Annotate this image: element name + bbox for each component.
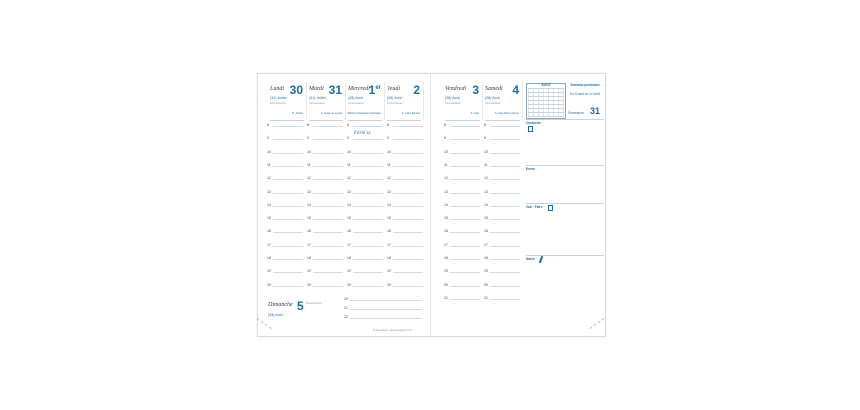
hour-line[interactable] bbox=[490, 232, 520, 233]
day-saint: St. Juliette bbox=[291, 112, 303, 115]
day-header-divider bbox=[270, 120, 304, 121]
next-week-range: Du 6 août au 12 août bbox=[570, 92, 600, 96]
day-number: 3 bbox=[472, 83, 479, 97]
side-label-notes: Notes bbox=[526, 257, 535, 261]
day-anniversaires: Anniversaires bbox=[485, 102, 501, 105]
hour-line[interactable] bbox=[353, 219, 383, 220]
hour-label: 15 bbox=[347, 216, 351, 221]
hour-label: 8 bbox=[347, 123, 349, 127]
day-header-divider bbox=[348, 120, 382, 121]
sunday-number: 5 bbox=[297, 299, 304, 313]
sunday-hour-line[interactable] bbox=[350, 318, 422, 319]
hour-label: 13 bbox=[444, 189, 448, 194]
hour-label: 17 bbox=[267, 242, 271, 247]
hour-label: 18 bbox=[347, 256, 351, 260]
hour-line[interactable] bbox=[393, 232, 423, 233]
hour-label: 15 bbox=[267, 216, 271, 221]
hour-line[interactable] bbox=[450, 139, 480, 140]
hour-line[interactable] bbox=[273, 179, 303, 180]
next-week-title: Semaine prochaine bbox=[570, 83, 600, 87]
hour-label: 16 bbox=[307, 229, 311, 234]
day-name: Vendredi bbox=[445, 86, 467, 92]
hour-line[interactable] bbox=[353, 286, 383, 287]
hour-label: 15 bbox=[484, 216, 488, 221]
hour-label: 9 bbox=[387, 136, 389, 141]
hour-label: 14 bbox=[267, 202, 271, 207]
sunday-hour-label: 20 bbox=[344, 297, 348, 301]
document-icon bbox=[548, 205, 553, 211]
hour-line[interactable] bbox=[353, 166, 383, 167]
hour-line[interactable] bbox=[490, 286, 520, 287]
hour-line[interactable] bbox=[313, 272, 343, 273]
sunday-hour-line[interactable] bbox=[350, 300, 422, 301]
day-name: Samedi bbox=[485, 86, 503, 92]
day-number: 1er bbox=[368, 83, 381, 97]
hour-label: 10 bbox=[387, 149, 391, 154]
day-saint: S. Ignace de Loyola bbox=[320, 112, 342, 115]
day-week: (28) Août bbox=[348, 96, 363, 100]
mini-calendar-grid bbox=[528, 88, 564, 117]
sunday-hour-label: 21 bbox=[344, 306, 348, 310]
hour-line[interactable] bbox=[273, 232, 303, 233]
hour-line[interactable] bbox=[313, 166, 343, 167]
day-header bbox=[307, 82, 346, 120]
day-week: (31) Juillet bbox=[270, 96, 287, 100]
day-header-divider bbox=[309, 120, 343, 121]
hour-line[interactable] bbox=[490, 139, 520, 140]
hour-label: 11 bbox=[267, 162, 271, 167]
sunday-name: Dimanche bbox=[268, 302, 293, 308]
next-week-box bbox=[566, 83, 604, 117]
right-page bbox=[431, 74, 605, 336]
hour-label: 17 bbox=[484, 242, 488, 247]
hour-line[interactable] bbox=[393, 179, 423, 180]
hour-label: 20 bbox=[307, 282, 311, 287]
hour-label: 19 bbox=[347, 269, 351, 274]
hour-line[interactable] bbox=[353, 153, 383, 154]
hour-line[interactable] bbox=[490, 272, 520, 273]
day-saint: S. Lydie bbox=[470, 112, 479, 115]
hour-line[interactable] bbox=[450, 166, 480, 167]
hour-label: 10 bbox=[307, 149, 311, 154]
hour-line[interactable] bbox=[490, 246, 520, 247]
hour-line[interactable] bbox=[450, 299, 480, 300]
hour-line[interactable] bbox=[450, 246, 480, 247]
day-anniversaires: Anniversaires bbox=[445, 102, 461, 105]
hour-label: 18 bbox=[267, 256, 271, 260]
hour-label: 19 bbox=[444, 269, 448, 274]
holiday-label: Férié ss bbox=[354, 130, 371, 136]
hour-line[interactable] bbox=[490, 259, 520, 260]
hour-label: 8 bbox=[387, 123, 389, 127]
hour-label: 12 bbox=[267, 176, 271, 181]
hour-label: 19 bbox=[387, 269, 391, 274]
day-anniversaires: Anniversaires bbox=[309, 102, 325, 105]
hour-line[interactable] bbox=[313, 179, 343, 180]
hour-label: 12 bbox=[347, 176, 351, 181]
weekly-planner bbox=[257, 73, 606, 337]
hour-label: 10 bbox=[267, 149, 271, 154]
hour-line[interactable] bbox=[450, 153, 480, 154]
hour-line[interactable] bbox=[393, 206, 423, 207]
day-name: Mercredi bbox=[348, 86, 370, 92]
hour-label: 14 bbox=[347, 202, 351, 207]
hour-line[interactable] bbox=[313, 232, 343, 233]
hour-line[interactable] bbox=[393, 139, 423, 140]
hour-line[interactable] bbox=[273, 246, 303, 247]
hour-line[interactable] bbox=[313, 259, 343, 260]
pen-icon bbox=[539, 256, 543, 263]
day-header bbox=[443, 82, 483, 120]
hour-label: 8 bbox=[307, 123, 309, 127]
hour-label: 11 bbox=[444, 162, 448, 167]
day-number: 4 bbox=[512, 83, 519, 97]
day-anniversaires: Anniversaires bbox=[348, 102, 364, 105]
side-section-notes bbox=[526, 255, 604, 326]
phone-icon bbox=[528, 126, 533, 132]
hour-label: 8 bbox=[484, 123, 486, 127]
day-header-divider bbox=[445, 120, 480, 121]
day-name: Lundi bbox=[270, 86, 285, 92]
hour-label: 10 bbox=[444, 149, 448, 154]
hour-label: 14 bbox=[387, 202, 391, 207]
day-header bbox=[346, 82, 385, 120]
hour-label: 8 bbox=[444, 123, 446, 127]
hour-label: 18 bbox=[484, 256, 488, 260]
day-header-divider bbox=[387, 120, 421, 121]
hour-label: 10 bbox=[484, 149, 488, 154]
hour-line[interactable] bbox=[490, 126, 520, 127]
day-week: (28) Août bbox=[445, 96, 460, 100]
hour-line[interactable] bbox=[490, 219, 520, 220]
hour-line[interactable] bbox=[393, 219, 423, 220]
hour-line[interactable] bbox=[273, 193, 303, 194]
hour-line[interactable] bbox=[450, 272, 480, 273]
hour-label: 11 bbox=[387, 162, 391, 167]
day-anniversaires: Anniversaires bbox=[387, 102, 403, 105]
hour-label: 20 bbox=[347, 282, 351, 287]
hour-line[interactable] bbox=[393, 126, 423, 127]
hour-line[interactable] bbox=[490, 193, 520, 194]
hour-line[interactable] bbox=[353, 272, 383, 273]
side-label-voir: Voir · Faire bbox=[526, 205, 543, 209]
hour-line[interactable] bbox=[393, 166, 423, 167]
hour-line[interactable] bbox=[450, 286, 480, 287]
hour-line[interactable] bbox=[273, 219, 303, 220]
day-number: 31 bbox=[328, 83, 342, 97]
hour-label: 19 bbox=[267, 269, 271, 274]
day-week: (28) Août bbox=[485, 96, 500, 100]
day-saint: (1991) Confédération helvétique bbox=[346, 112, 381, 115]
hour-line[interactable] bbox=[313, 246, 343, 247]
day-saint: S. Julien Eymard bbox=[401, 112, 420, 115]
hour-label: 10 bbox=[347, 149, 351, 154]
hour-line[interactable] bbox=[450, 259, 480, 260]
hour-label: 9 bbox=[484, 136, 486, 141]
hour-label: 17 bbox=[387, 242, 391, 247]
hour-line[interactable] bbox=[393, 286, 423, 287]
hour-line[interactable] bbox=[353, 246, 383, 247]
hour-label: 19 bbox=[307, 269, 311, 274]
hour-label: 12 bbox=[444, 176, 448, 181]
hour-label: 19 bbox=[484, 269, 488, 274]
hour-line[interactable] bbox=[353, 179, 383, 180]
hour-label: 12 bbox=[484, 176, 488, 181]
day-week: (28) Août bbox=[387, 96, 402, 100]
hour-label: 20 bbox=[387, 282, 391, 287]
hour-label: 20 bbox=[267, 282, 271, 287]
hour-line[interactable] bbox=[490, 153, 520, 154]
hour-label: 18 bbox=[444, 256, 448, 260]
hour-line[interactable] bbox=[353, 232, 383, 233]
hour-line[interactable] bbox=[313, 193, 343, 194]
hour-line[interactable] bbox=[273, 139, 303, 140]
hour-label: 20 bbox=[484, 282, 488, 287]
hour-line[interactable] bbox=[393, 259, 423, 260]
hour-label: 15 bbox=[307, 216, 311, 221]
hour-line[interactable] bbox=[490, 206, 520, 207]
hour-line[interactable] bbox=[450, 193, 480, 194]
day-header bbox=[483, 82, 523, 120]
sunday-week: (28) Août bbox=[268, 313, 283, 317]
hour-line[interactable] bbox=[450, 126, 480, 127]
side-section-ecrire bbox=[526, 165, 604, 204]
hour-line[interactable] bbox=[313, 206, 343, 207]
hour-label: 9 bbox=[347, 136, 349, 141]
side-section-voir bbox=[526, 203, 604, 256]
day-number: 30 bbox=[289, 83, 303, 97]
hour-line[interactable] bbox=[273, 153, 303, 154]
hour-line[interactable] bbox=[273, 166, 303, 167]
hour-label: 17 bbox=[444, 242, 448, 247]
hour-label: 13 bbox=[267, 189, 271, 194]
hour-line[interactable] bbox=[313, 126, 343, 127]
day-header bbox=[268, 82, 307, 120]
hour-line[interactable] bbox=[353, 139, 383, 140]
hour-line[interactable] bbox=[273, 259, 303, 260]
hour-label: 16 bbox=[387, 229, 391, 234]
hour-label: 12 bbox=[387, 176, 391, 181]
day-name: Jeudi bbox=[387, 86, 400, 92]
hour-line[interactable] bbox=[393, 272, 423, 273]
day-saint: S. Jean-Marie Vianney bbox=[494, 112, 519, 115]
hour-line[interactable] bbox=[313, 286, 343, 287]
week-label: Semaine bbox=[568, 110, 584, 115]
day-header-divider bbox=[485, 120, 520, 121]
day-name: Mardi bbox=[309, 86, 324, 92]
side-label-ecrire: Ecrire bbox=[526, 167, 536, 171]
hour-label: 9 bbox=[307, 136, 309, 141]
side-label-contacter: Contacter bbox=[526, 121, 541, 125]
day-week: (31) Juillet bbox=[309, 96, 326, 100]
hour-label: 12 bbox=[307, 176, 311, 181]
hour-line[interactable] bbox=[393, 193, 423, 194]
week-number: 31 bbox=[590, 106, 601, 116]
hour-label: 16 bbox=[484, 229, 488, 234]
hour-line[interactable] bbox=[450, 219, 480, 220]
mini-calendar bbox=[526, 83, 566, 119]
sunday-hour-label: 22 bbox=[344, 315, 348, 319]
day-number: 2 bbox=[413, 83, 420, 97]
hour-label: 16 bbox=[347, 229, 351, 234]
hour-line[interactable] bbox=[273, 286, 303, 287]
hour-line[interactable] bbox=[490, 299, 520, 300]
hour-label: 16 bbox=[444, 229, 448, 234]
hour-label: 18 bbox=[387, 256, 391, 260]
hour-label: 11 bbox=[347, 162, 351, 167]
hour-label: 17 bbox=[307, 242, 311, 247]
hour-label: 9 bbox=[444, 136, 446, 141]
hour-label: 15 bbox=[387, 216, 391, 221]
hour-line[interactable] bbox=[353, 193, 383, 194]
hour-label: 14 bbox=[484, 202, 488, 207]
footer-text: Anniversaires · www.quovadis-fr.com bbox=[373, 329, 413, 332]
hour-label: 11 bbox=[307, 162, 311, 167]
hour-line[interactable] bbox=[273, 272, 303, 273]
hour-line[interactable] bbox=[450, 232, 480, 233]
hour-line[interactable] bbox=[313, 219, 343, 220]
hour-line[interactable] bbox=[490, 166, 520, 167]
day-header bbox=[385, 82, 424, 120]
hour-line[interactable] bbox=[353, 126, 383, 127]
hour-label: 9 bbox=[267, 136, 269, 141]
hour-line[interactable] bbox=[313, 153, 343, 154]
hour-label: 14 bbox=[444, 202, 448, 207]
side-section-contacter bbox=[526, 119, 604, 166]
sunday-anniversaires: Anniversaires bbox=[306, 302, 322, 305]
hour-label: 17 bbox=[347, 242, 351, 247]
sunday-hour-line[interactable] bbox=[350, 309, 422, 310]
left-page bbox=[258, 74, 431, 336]
hour-line[interactable] bbox=[353, 206, 383, 207]
hour-line[interactable] bbox=[273, 126, 303, 127]
hour-label: 14 bbox=[307, 202, 311, 207]
hour-label: 13 bbox=[387, 189, 391, 194]
hour-line[interactable] bbox=[313, 139, 343, 140]
hour-label: 21 bbox=[484, 295, 488, 300]
day-anniversaires: Anniversaires bbox=[270, 102, 286, 105]
hour-label: 8 bbox=[267, 123, 269, 127]
hour-label: 13 bbox=[307, 189, 311, 194]
mini-calendar-title: AOÛT bbox=[541, 83, 551, 87]
hour-line[interactable] bbox=[273, 206, 303, 207]
hour-line[interactable] bbox=[450, 179, 480, 180]
hour-line[interactable] bbox=[353, 259, 383, 260]
hour-label: 13 bbox=[484, 189, 488, 194]
hour-line[interactable] bbox=[490, 179, 520, 180]
hour-label: 21 bbox=[444, 295, 448, 300]
hour-label: 11 bbox=[484, 162, 488, 167]
hour-line[interactable] bbox=[393, 246, 423, 247]
hour-label: 15 bbox=[444, 216, 448, 221]
hour-label: 16 bbox=[267, 229, 271, 234]
hour-label: 20 bbox=[444, 282, 448, 287]
hour-line[interactable] bbox=[393, 153, 423, 154]
hour-line[interactable] bbox=[450, 206, 480, 207]
hour-label: 13 bbox=[347, 189, 351, 194]
hour-label: 18 bbox=[307, 256, 311, 260]
